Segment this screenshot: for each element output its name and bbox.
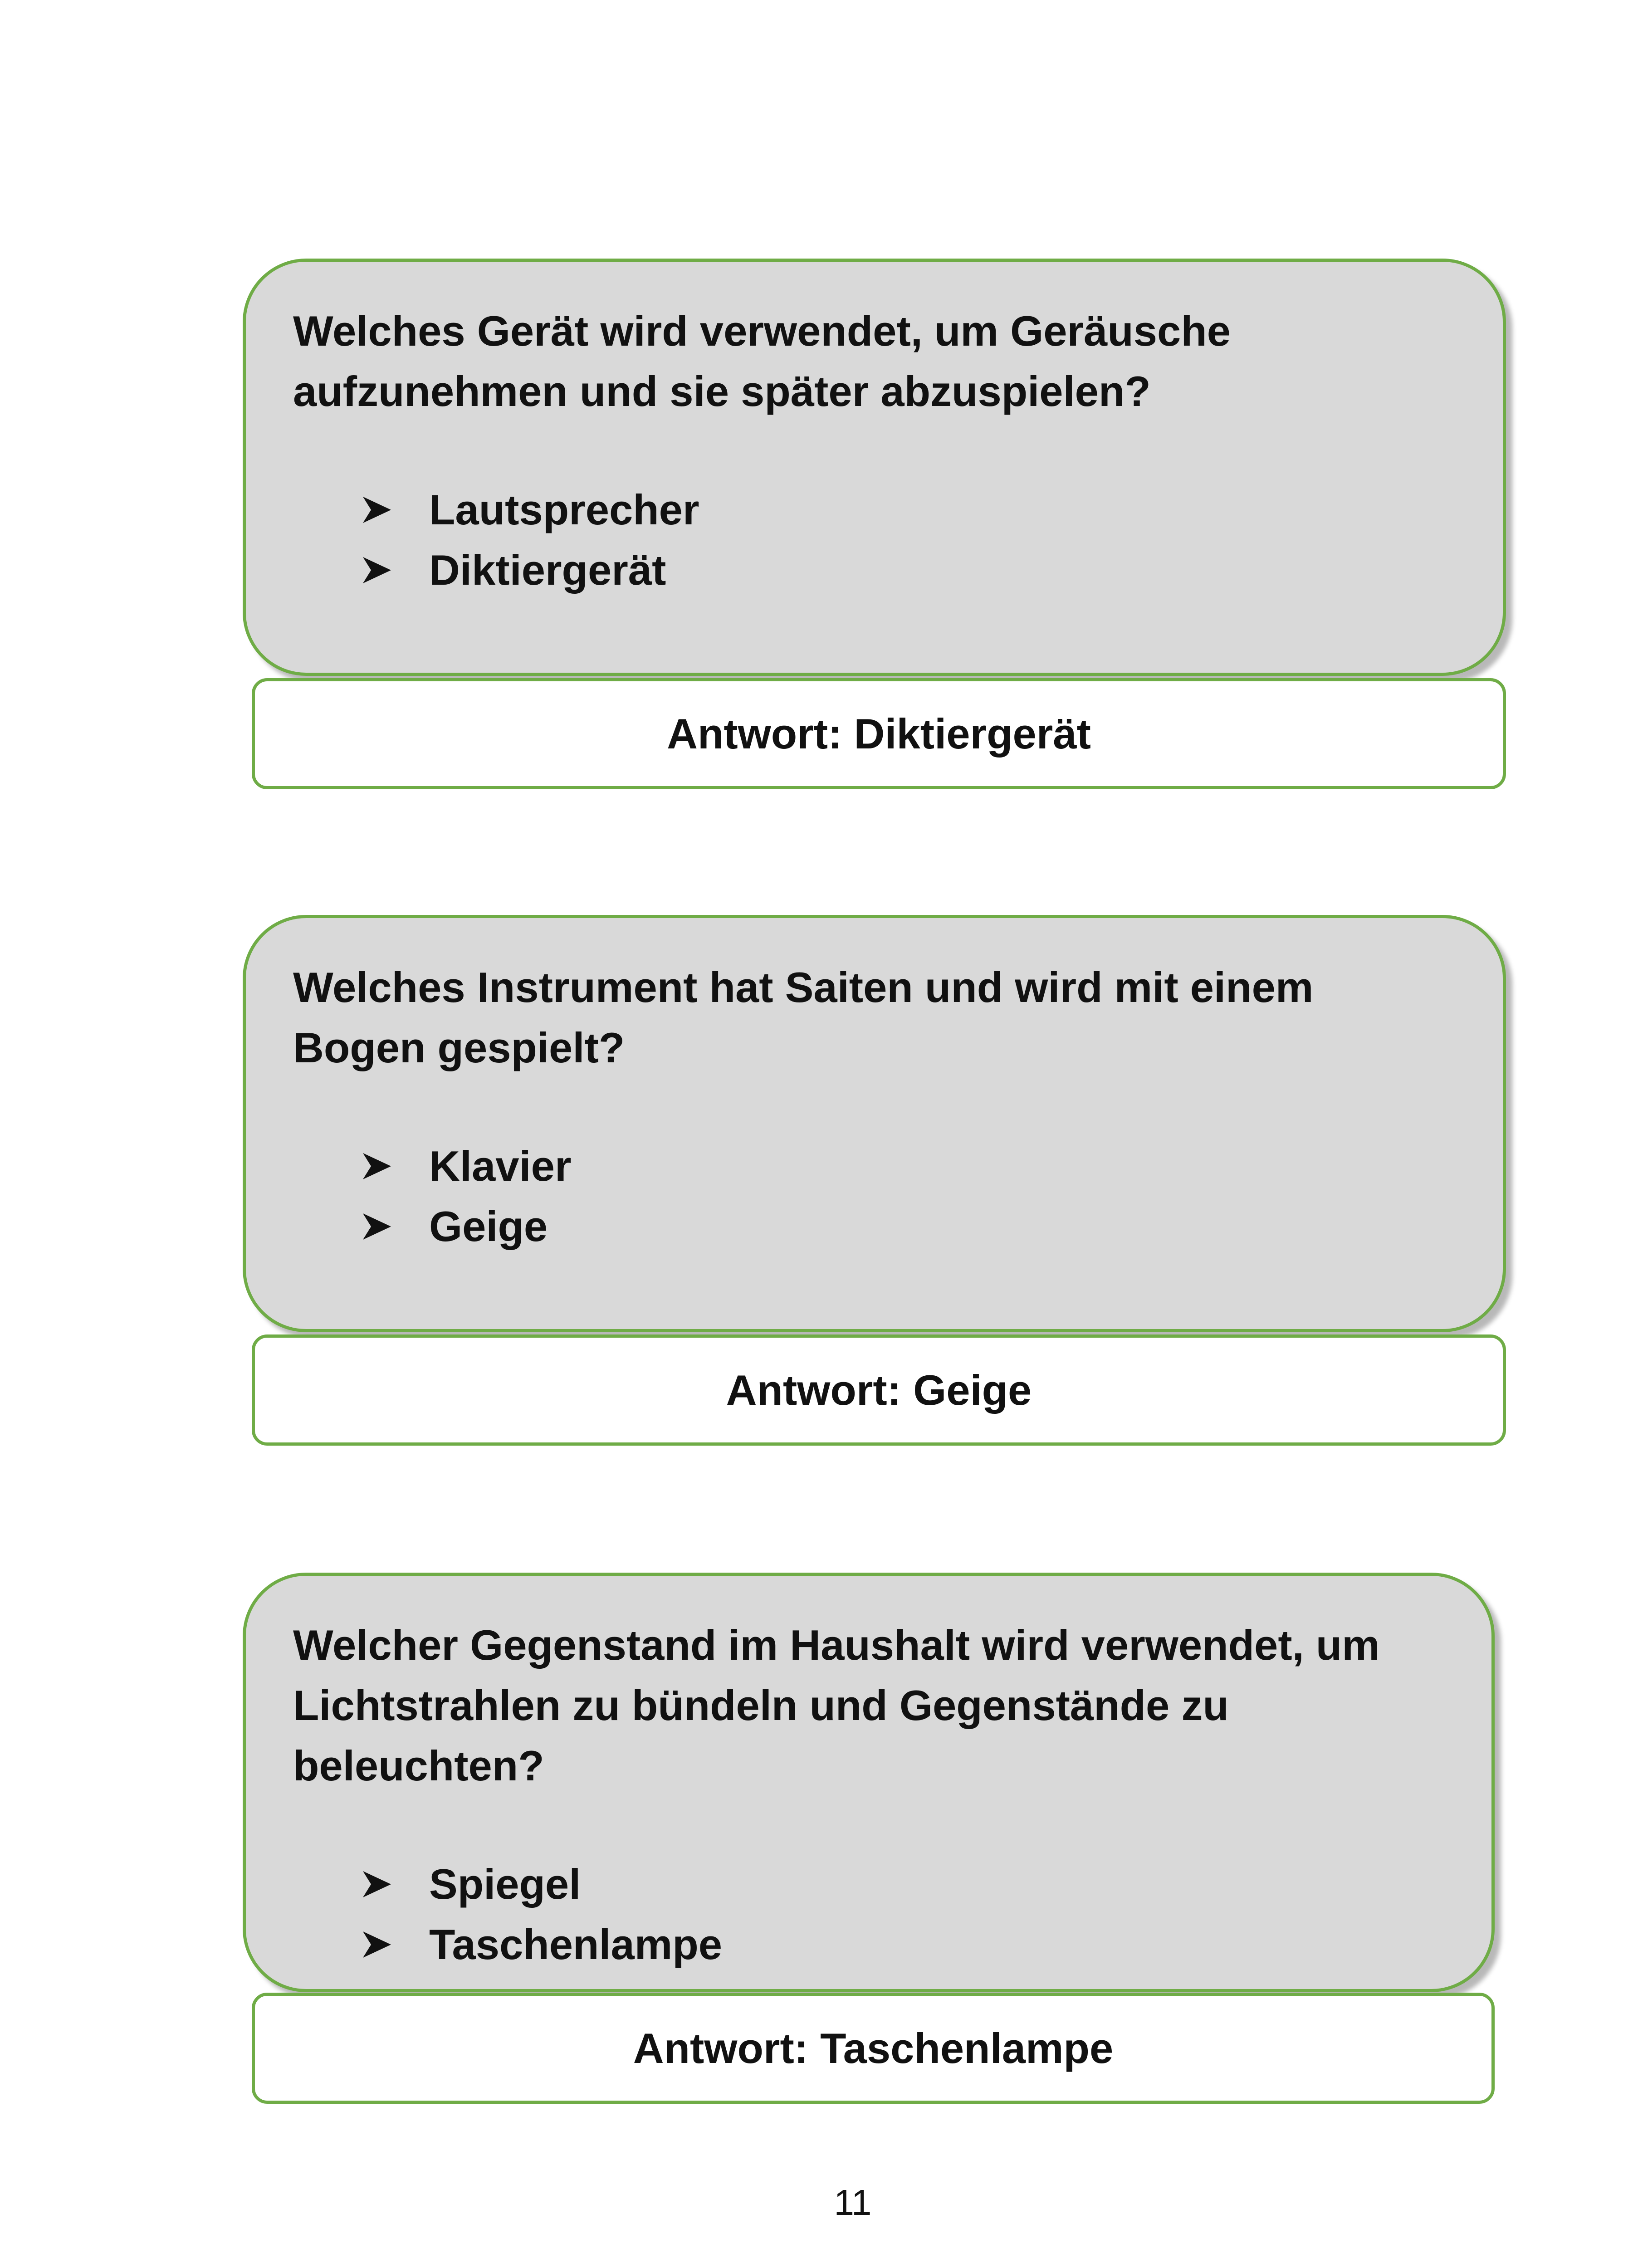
option-label: Geige bbox=[429, 1202, 548, 1250]
answer-box: Antwort: Diktiergerät bbox=[252, 678, 1506, 789]
option-list bbox=[293, 1854, 1455, 1975]
option-list bbox=[293, 1136, 1467, 1256]
question-line: aufzunehmen und sie später abzuspielen? bbox=[293, 367, 1151, 415]
question-line: Welches Gerät wird verwendet, um Geräusche bbox=[293, 307, 1231, 355]
option-label: Taschenlampe bbox=[429, 1920, 723, 1968]
option-label: Diktiergerät bbox=[429, 546, 666, 594]
option-item bbox=[361, 1196, 1467, 1256]
question-box bbox=[243, 1573, 1495, 1992]
question-text bbox=[293, 1615, 1455, 1796]
question-line: Lichtstrahlen zu bündeln und Gegenstände zu bbox=[293, 1681, 1229, 1729]
question-line: Welches Instrument hat Saiten und wird mit einem bbox=[293, 963, 1314, 1011]
arrowhead-bullet-icon bbox=[361, 1211, 429, 1242]
option-label: Lautsprecher bbox=[429, 485, 699, 533]
option-label: Klavier bbox=[429, 1142, 572, 1190]
arrowhead-bullet-icon bbox=[361, 554, 429, 586]
option-item bbox=[361, 1136, 1467, 1196]
arrowhead-bullet-icon bbox=[361, 1929, 429, 1960]
option-list bbox=[293, 479, 1467, 600]
option-item bbox=[361, 540, 1467, 600]
page-number: 11 bbox=[834, 2182, 872, 2223]
question-line: beleuchten? bbox=[293, 1742, 544, 1789]
question-text bbox=[293, 301, 1467, 421]
question-line: Bogen gespielt? bbox=[293, 1024, 625, 1071]
answer-box: Antwort: Geige bbox=[252, 1334, 1506, 1446]
option-item bbox=[361, 479, 1467, 540]
question-box bbox=[243, 915, 1506, 1332]
option-item bbox=[361, 1854, 1455, 1914]
question-box bbox=[243, 259, 1506, 676]
arrowhead-bullet-icon bbox=[361, 1150, 429, 1182]
arrowhead-bullet-icon bbox=[361, 494, 429, 526]
answer-box: Antwort: Taschenlampe bbox=[252, 1993, 1495, 2104]
question-text bbox=[293, 957, 1467, 1078]
question-line: Welcher Gegenstand im Haushalt wird verwendet, um bbox=[293, 1621, 1380, 1669]
arrowhead-bullet-icon bbox=[361, 1868, 429, 1900]
option-item bbox=[361, 1914, 1455, 1975]
option-label: Spiegel bbox=[429, 1860, 581, 1908]
